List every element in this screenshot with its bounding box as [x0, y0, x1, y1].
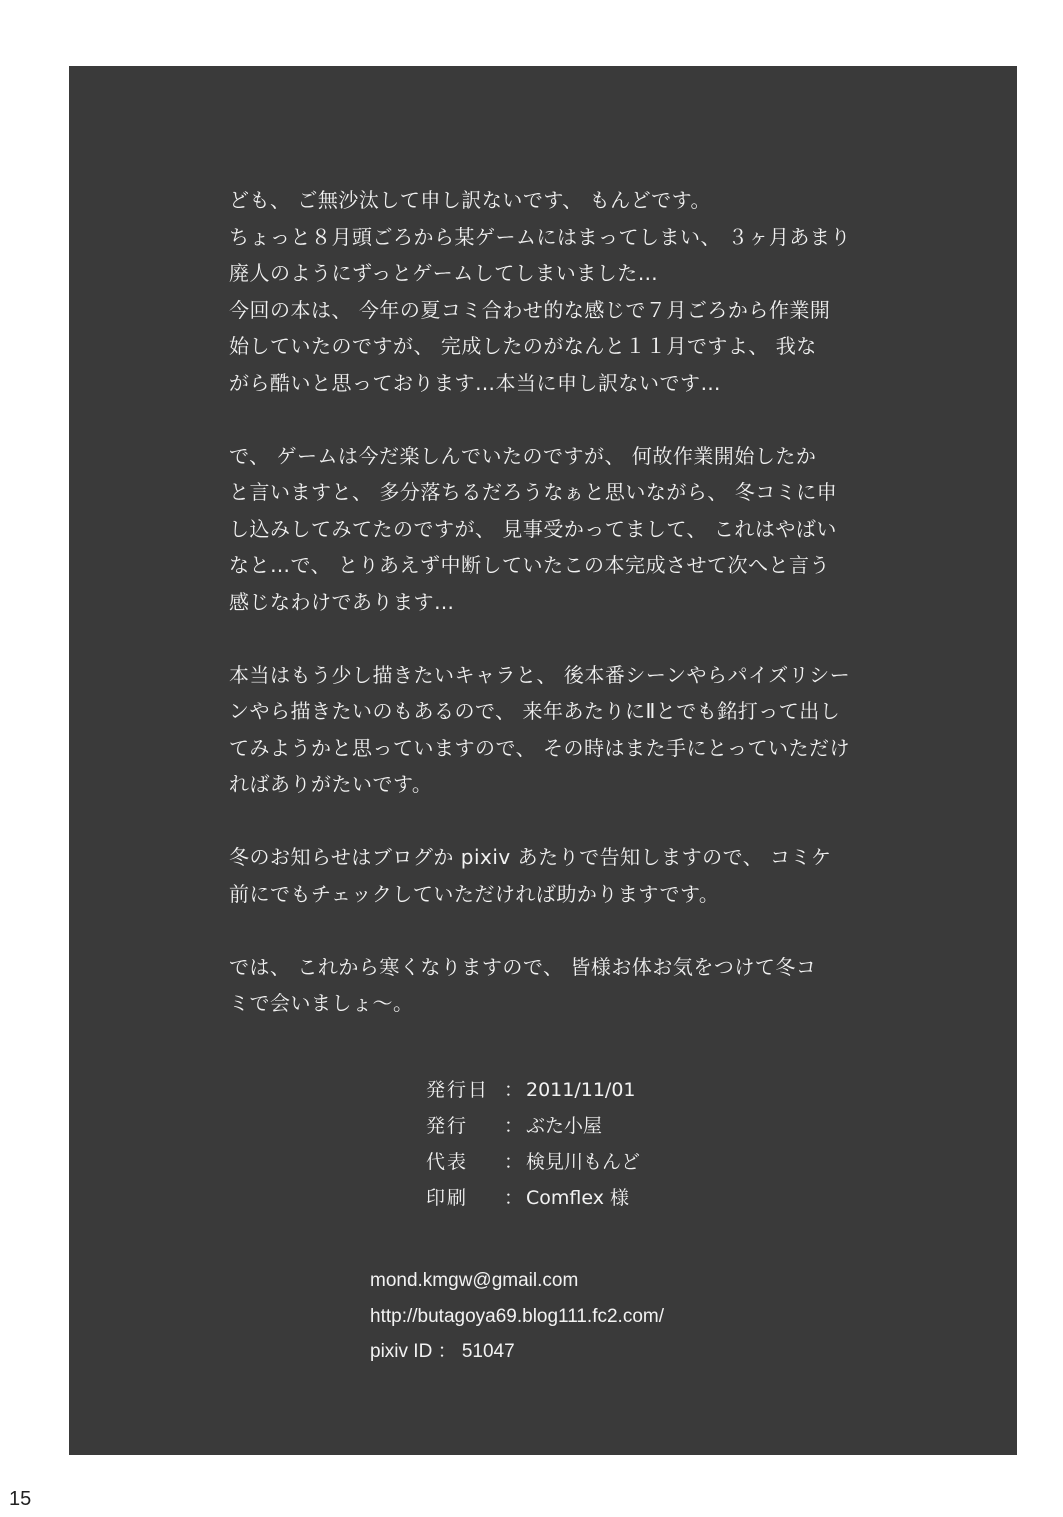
page-number: 15	[9, 1488, 32, 1510]
afterword-paragraph	[229, 438, 869, 621]
colophon-value: ぶた小屋	[526, 1115, 603, 1137]
colophon-key: 代表	[426, 1151, 469, 1173]
message-line: ミで会いましょ～。	[229, 991, 414, 1015]
afterword-message	[229, 182, 869, 1022]
colophon-separator: ：	[504, 1079, 524, 1101]
colophon-separator: ：	[504, 1115, 524, 1137]
contact-url: http://butagoya69.blog111.fc2.com/	[370, 1305, 664, 1327]
afterword-paragraph	[229, 657, 869, 803]
message-line: では、 これから寒くなりますので、 皆様お体お気をつけて冬コ	[229, 954, 817, 979]
message-line: なと…で、 とりあえず中断していたこの本完成させて次へと言う	[229, 553, 830, 577]
colophon-separator: ：	[504, 1151, 524, 1173]
message-line: 始していたのですが、 完成したのがなんと１１月ですよ、 我な	[229, 334, 817, 358]
message-line: ども、 ご無沙汰して申し訳ないです、 もんどです。	[229, 188, 712, 212]
message-line: 本当はもう少し描きたいキャラと、 後本番シーンやらパイズリシー	[229, 662, 851, 687]
message-line: 冬のお知らせはブログか pixiv あたりで告知しますので、 コミケ	[229, 845, 832, 869]
message-line: ンやら描きたいのもあるので、 来年あたりにⅡとでも銘打って出し	[229, 699, 841, 723]
colophon-key: 印刷	[426, 1187, 469, 1209]
colophon	[426, 1072, 640, 1216]
message-line: ればありがたいです。	[229, 772, 433, 796]
contact-email: mond.kmgw@gmail.com	[370, 1270, 579, 1291]
colophon-row-date	[426, 1072, 640, 1108]
colophon-separator: ：	[504, 1187, 524, 1209]
message-line: 廃人のようにずっとゲームしてしまいました…	[229, 261, 659, 285]
colophon-key: 発行	[426, 1115, 469, 1137]
message-line: で、 ゲームは今だ楽しんでいたのですが、 何故作業開始したか	[229, 443, 817, 468]
contact-pixiv-id: pixiv ID ： 51047	[370, 1341, 515, 1362]
message-line: し込みしてみてたのですが、 見事受かってまして、 これはやばい	[229, 516, 837, 541]
message-line: 感じなわけであります…	[229, 589, 455, 614]
colophon-value: 2011/11/01	[526, 1079, 636, 1101]
colophon-row-printer	[426, 1180, 640, 1216]
message-line: ちょっと８月頭ごろから某ゲームにはまってしまい、 ３ヶ月あまり	[229, 224, 851, 249]
colophon-value: Comflex 様	[526, 1187, 630, 1209]
colophon-row-publisher	[426, 1108, 640, 1144]
message-line: 前にでもチェックしていただければ助かりますです。	[229, 881, 720, 906]
message-line: てみようかと思っていますので、 その時はまた手にとっていただけ	[229, 735, 851, 760]
message-line: と言いますと、 多分落ちるだろうなぁと思いながら、 冬コミに申	[229, 480, 838, 504]
afterword-paragraph	[229, 949, 869, 1022]
colophon-row-representative	[426, 1144, 640, 1180]
colophon-key: 発行日	[426, 1079, 490, 1101]
message-line: がら酷いと思っております…本当に申し訳ないです…	[229, 370, 721, 395]
afterword-paragraph	[229, 182, 869, 401]
contact-info	[370, 1263, 664, 1370]
colophon-value: 検見川もんど	[526, 1151, 641, 1173]
afterword-paragraph	[229, 839, 869, 912]
message-line: 今回の本は、 今年の夏コミ合わせ的な感じで７月ごろから作業開	[229, 297, 831, 322]
